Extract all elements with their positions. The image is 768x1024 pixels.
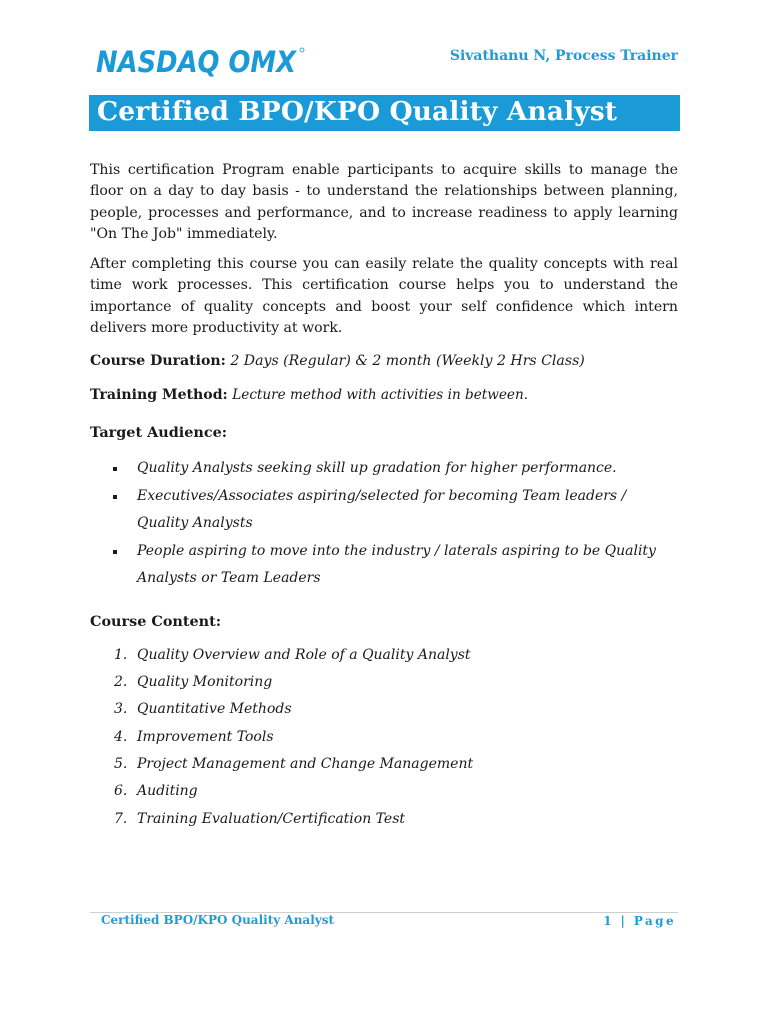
title-banner [89,95,680,131]
training-method-label: Training Method: [90,387,228,404]
list-item: 3. Quantitative Methods [114,701,292,718]
training-method [90,385,678,406]
bullet-icon [113,550,117,554]
bullet-icon [113,495,117,499]
course-content-list [90,642,678,833]
page-header [92,36,678,86]
list-item: 1. Quality Overview and Role of a Quality Analyst [114,646,471,663]
course-duration [90,351,678,372]
intro-paragraph: After completing this course you can easily relate the quality concepts with real time work processes. This certification course helps you to understand the importance of quality concepts and boost your self confidence which intern delivers more productivity at work. [90,256,678,337]
page-title: Certified BPO/KPO Quality Analyst [97,96,618,127]
intro-paragraph: This certification Program enable participants to acquire skills to manage the floor on a day to day basis - to understand the relationships between planning, people, processes and performance, and to increase readiness to apply learning "On The Job" immediately. [90,162,678,242]
document-body [90,160,678,833]
target-audience-list [90,455,678,593]
list-item: 7. Training Evaluation/Certification Test [114,810,406,827]
training-method-value: Lecture method with activities in between. [232,387,529,404]
logo-text: NASDAQ OMX [96,45,298,78]
target-audience-heading: Target Audience: [90,424,228,442]
list-item: 4. Improvement Tools [114,728,274,745]
trainer-name: Sivathanu N, Process Trainer [449,48,678,64]
list-item: Executives/Associates aspiring/selected for becoming Team leaders / Quality Analysts [90,483,678,538]
page-number: 1 | Page [603,914,676,928]
nasdaq-omx-logo [96,44,306,78]
list-item: Quality Analysts seeking skill up gradation for higher performance. [90,455,678,483]
bullet-icon [113,467,117,471]
list-item: 2. Quality Monitoring [114,674,273,691]
list-item: 5. Project Management and Change Management [114,756,474,773]
list-item: People aspiring to move into the industry / laterals aspiring to be Quality Analysts or Team Leaders [90,538,678,593]
course-content-heading: Course Content: [90,612,222,630]
course-duration-label: Course Duration: [90,353,226,370]
course-duration-value: 2 Days (Regular) & 2 month (Weekly 2 Hrs Class) [230,353,585,370]
footer-title: Certified BPO/KPO Quality Analyst [101,913,335,927]
list-item: 6. Auditing [114,783,198,800]
